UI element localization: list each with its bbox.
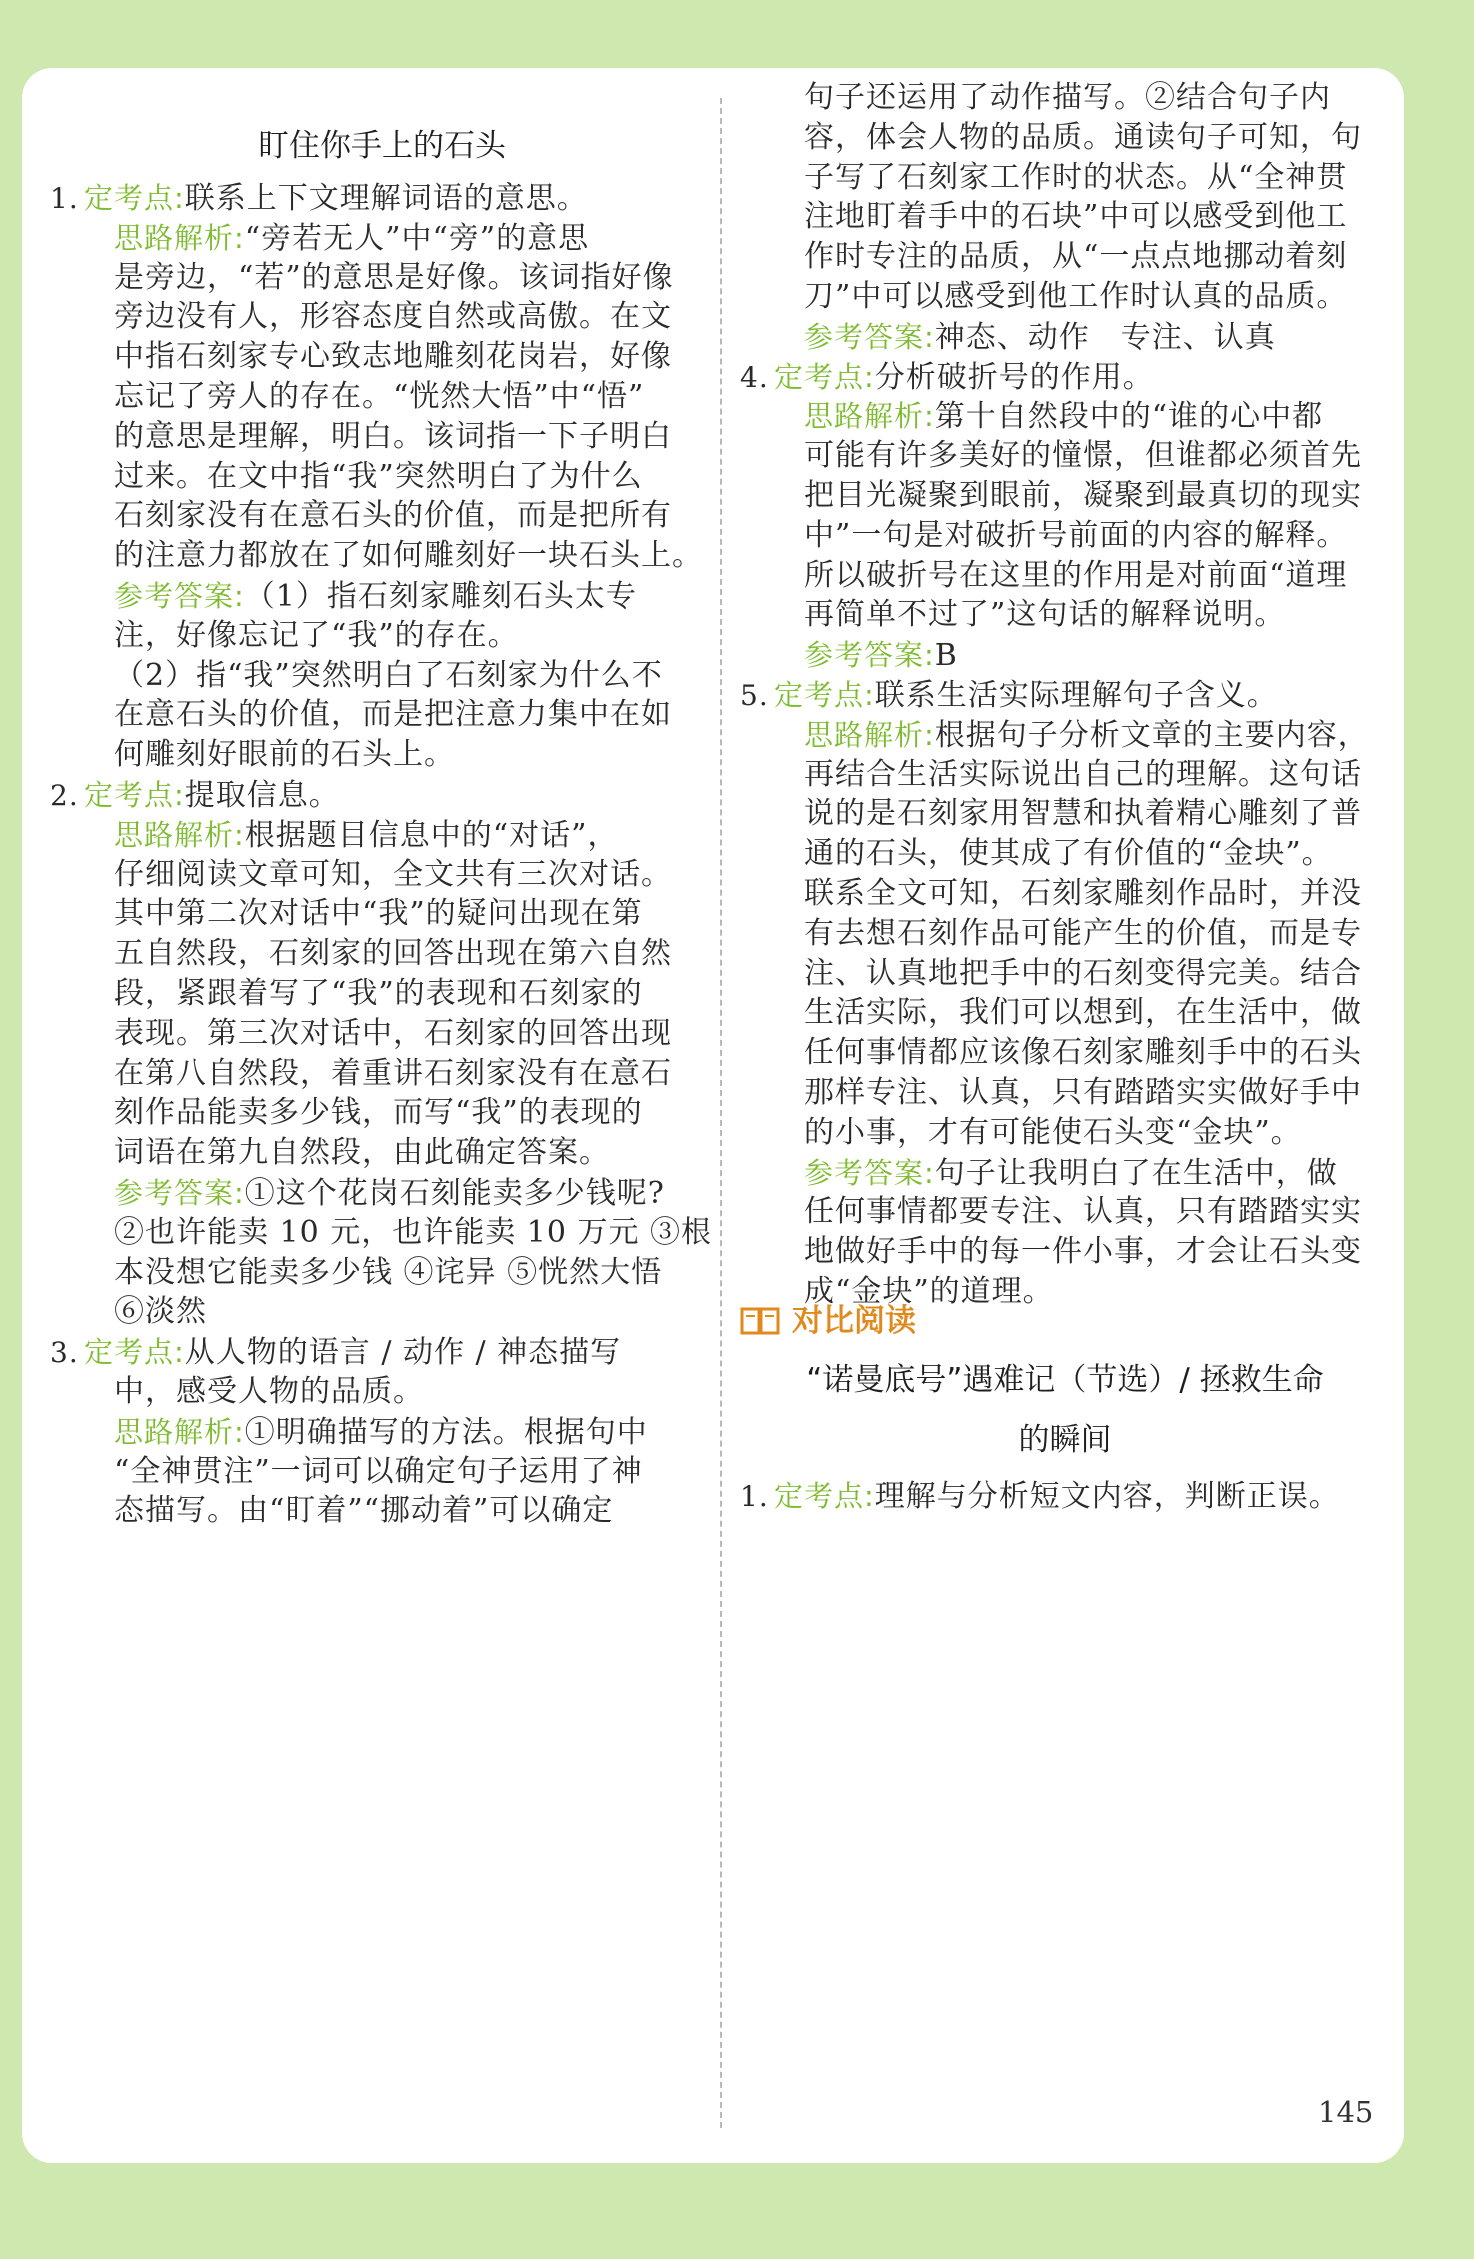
label-tag: 定考点: <box>774 678 875 712</box>
line-text: 的小事，才有可能使石头变“金块”。 <box>804 1114 1302 1150</box>
line-text: 任何事情都应该像石刻家雕刻手中的石头 <box>804 1035 1362 1071</box>
line-text: 生活实际，我们可以想到，在生活中，做 <box>804 995 1362 1031</box>
line-text: 在意石头的价值，而是把注意力集中在如 <box>114 697 672 733</box>
line-text: 说的是石刻家用智慧和执着精心雕刻了普 <box>804 796 1362 832</box>
line-text: 神态、动作 专注、认真 <box>934 319 1276 355</box>
line-text: 任何事情都要专注、认真，只有踏踏实实 <box>804 1194 1362 1230</box>
label-tag: 参考答案: <box>114 579 245 613</box>
label-tag: 定考点: <box>84 181 185 215</box>
line-text: 词语在第九自然段，由此确定答案。 <box>114 1135 610 1171</box>
line-text: 段，紧跟着写了“我”的表现和石刻家的 <box>114 976 643 1011</box>
line-text: 中指石刻家专心致志地雕刻花岗岩，好像 <box>114 339 672 375</box>
line-text: 地做好手中的每一件小事，才会让石头变 <box>804 1234 1362 1270</box>
line-text: 的意思是理解，明白。该词指一下子明白 <box>114 418 672 454</box>
comparison-title-line2: 的瞬间 <box>1018 1422 1112 1458</box>
line-text: 从人物的语言 / 动作 / 神态描写 <box>184 1335 622 1371</box>
line-text: 注地盯着手中的石块”中可以感受到他工 <box>804 199 1348 235</box>
line-text: 分析破折号的作用。 <box>874 359 1154 395</box>
line-text: 表现。第三次对话中，石刻家的回答出现 <box>114 1015 672 1051</box>
line-text: ②也许能卖 10 元，也许能卖 10 万元 ③根 <box>114 1214 713 1250</box>
question-number: 1. <box>740 1480 769 1513</box>
question-number: 1. <box>50 182 79 215</box>
line-text: 在第八自然段，着重讲石刻家没有在意石 <box>114 1055 672 1091</box>
comparison-title-line1: “诺曼底号”遇难记（节选）/ 拯救生命 <box>806 1362 1324 1398</box>
page-card <box>22 68 1404 2163</box>
line-text: 根据句子分析文章的主要内容， <box>934 717 1369 753</box>
line-text: 句子让我明白了在生活中，做 <box>934 1155 1338 1191</box>
label-tag: 参考答案: <box>804 1155 935 1190</box>
line-text: 态描写。由“盯着”“挪动着”可以确定 <box>114 1493 614 1529</box>
line-text: 注，好像忘记了“我”的存在。 <box>114 617 519 653</box>
line-text: “全神贯注”一词可以确定句子运用了神 <box>114 1453 643 1489</box>
question-number: 4. <box>740 360 769 394</box>
label-tag: 参考答案: <box>114 1176 245 1210</box>
line-text: 容，体会人物的品质。通读句子可知，句 <box>804 119 1362 155</box>
line-text: （1）指石刻家雕刻石头太专 <box>244 579 637 614</box>
line-text: 刀”中可以感受到他工作时认真的品质。 <box>804 279 1348 314</box>
line-text: 作时专注的品质，从“一点点地挪动着刻 <box>804 239 1348 275</box>
line-text: 联系上下文理解词语的意思。 <box>184 181 588 216</box>
line-text: 仔细阅读文章可知，全文共有三次对话。 <box>114 856 672 892</box>
line-text: 本没想它能卖多少钱 ④诧异 ⑤恍然大悟 <box>114 1254 663 1290</box>
line-text: 可能有许多美好的憧憬，但谁都必须首先 <box>804 438 1362 474</box>
label-tag: 参考答案: <box>804 638 935 673</box>
line-text: 理解与分析短文内容，判断正误。 <box>874 1479 1340 1514</box>
line-text: 成“金块”的道理。 <box>804 1274 1054 1309</box>
line-text: 忘记了旁人的存在。“恍然大悟”中“悟” <box>114 379 645 414</box>
line-text: “旁若无人”中“旁”的意思 <box>244 220 590 256</box>
line-text: 五自然段，石刻家的回答出现在第六自然 <box>114 936 672 972</box>
line-text: 刻作品能卖多少钱，而写“我”的表现的 <box>114 1095 643 1131</box>
section-heading <box>740 1296 916 1346</box>
label-tag: 参考答案: <box>804 319 935 354</box>
line-text: 过来。在文中指“我”突然明白了为什么 <box>114 458 643 494</box>
line-text: 石刻家没有在意石头的价值，而是把所有 <box>114 498 672 534</box>
label-tag: 思路解析: <box>114 220 245 255</box>
line-text: 的注意力都放在了如何雕刻好一块石头上。 <box>114 538 703 574</box>
label-tag: 思路解析: <box>114 1414 245 1449</box>
line-text: ①明确描写的方法。根据句中 <box>244 1414 648 1450</box>
line-text: 何雕刻好眼前的石头上。 <box>114 737 455 773</box>
question-number: 2. <box>50 779 79 812</box>
line-text: 注、认真地把手中的石刻变得完美。结合 <box>804 955 1362 991</box>
line-text: 那样专注、认真，只有踏踏实实做好手中 <box>804 1075 1362 1110</box>
line-text: 提取信息。 <box>184 778 340 813</box>
line-text: 旁边没有人，形容态度自然或高傲。在文 <box>114 299 672 335</box>
line-text: 中，感受人物的品质。 <box>114 1374 424 1409</box>
label-tag: 思路解析: <box>114 817 245 852</box>
line-text: 联系全文可知，石刻家雕刻作品时，并没 <box>804 876 1362 911</box>
line-text: 子写了石刻家工作时的状态。从“全神贯 <box>804 159 1348 195</box>
question-line <box>740 1468 1390 1524</box>
line-text: 其中第二次对话中“我”的疑问出现在第 <box>114 896 643 932</box>
line-text: 再结合生活实际说出自己的理解。这句话 <box>804 756 1362 792</box>
column-divider <box>720 98 722 2128</box>
book-icon <box>740 1306 780 1336</box>
label-tag: 思路解析: <box>804 399 935 434</box>
line-text: 通的石头，使其成了有价值的“金块”。 <box>804 836 1333 872</box>
line-text: 句子还运用了动作描写。②结合句子内 <box>804 80 1331 115</box>
line-text: 第十自然段中的“谁的心中都 <box>934 399 1324 435</box>
line-text: 是旁边，“若”的意思是好像。该词指好像 <box>114 259 674 295</box>
line-text: 有去想石刻作品可能产生的价值，而是专 <box>804 915 1362 951</box>
line-text: 根据题目信息中的“对话”， <box>244 817 619 853</box>
line-text: ①这个花岗石刻能卖多少钱呢? <box>244 1176 665 1211</box>
page-number: 145 <box>1318 2095 1374 2129</box>
label-tag: 定考点: <box>84 1335 185 1370</box>
label-tag: 思路解析: <box>804 717 935 752</box>
question-number: 3. <box>50 1336 79 1370</box>
article-title: 盯住你手上的石头 <box>258 128 506 164</box>
question-number: 5. <box>740 679 769 712</box>
line-text: 再简单不过了”这句话的解释说明。 <box>804 597 1286 633</box>
label-tag: 定考点: <box>84 778 185 812</box>
section-label: 对比阅读 <box>792 1303 916 1339</box>
line-text: B <box>934 638 958 674</box>
key-point-tag: 定考点: <box>774 1479 875 1513</box>
line-text: 联系生活实际理解句子含义。 <box>874 678 1278 713</box>
line-text: （2）指“我”突然明白了石刻家为什么不 <box>114 657 663 693</box>
label-tag: 定考点: <box>774 359 875 394</box>
line-text: 把目光凝聚到眼前，凝聚到最真切的现实 <box>804 478 1362 513</box>
line-text: ⑥淡然 <box>114 1294 207 1330</box>
line-text: 所以破折号在这里的作用是对前面“道理 <box>804 557 1348 593</box>
text-line <box>50 1483 714 1539</box>
line-text: 中”一句是对破折号前面的内容的解释。 <box>804 517 1348 553</box>
